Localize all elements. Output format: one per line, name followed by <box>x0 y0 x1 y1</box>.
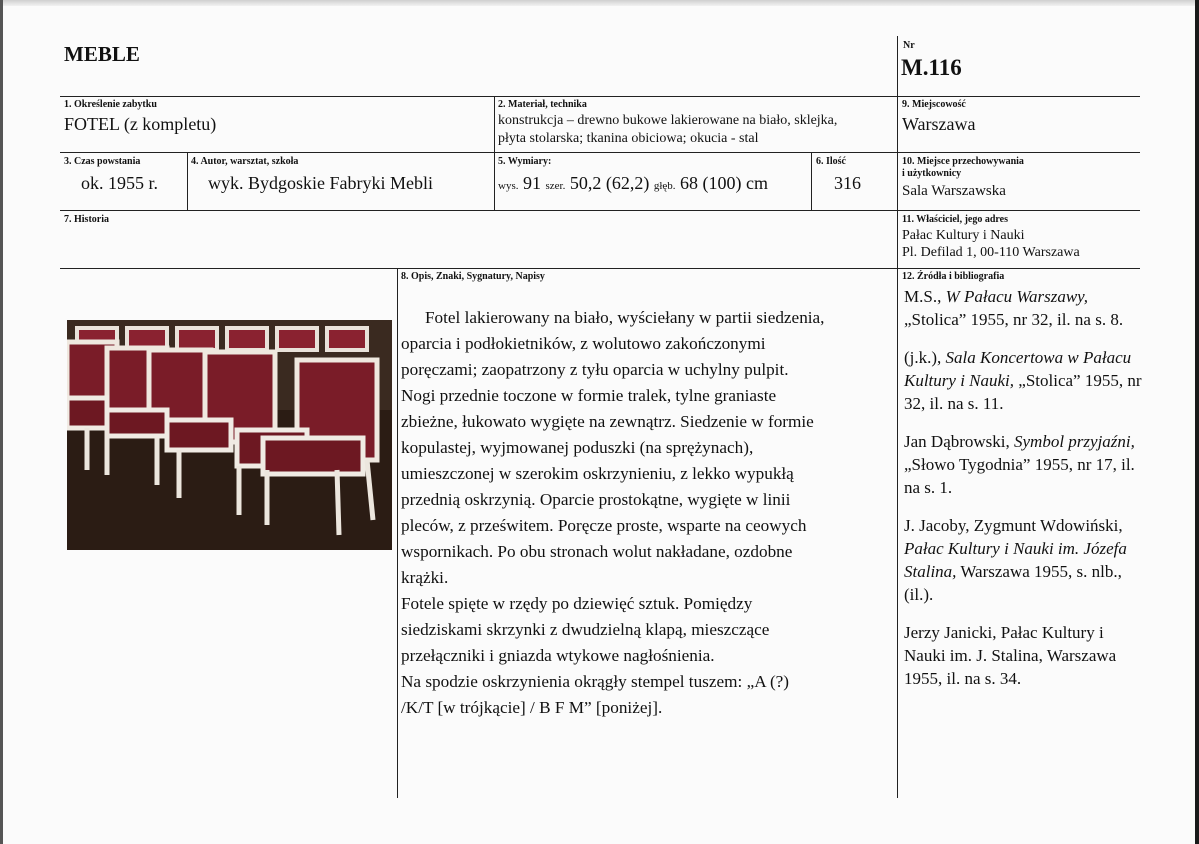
bib-publication: „Słowo Tygodnia” 1955, nr 17, il. na s. 1. <box>904 455 1135 497</box>
field-1-label: 1. Określenie zabytku <box>64 99 157 110</box>
field-7-label: 7. Historia <box>64 214 109 225</box>
description-line: Na spodzie oskrzynienia okrągły stempel tuszem: „A (?) <box>401 672 790 691</box>
field-3-value: ok. 1955 r. <box>81 173 159 193</box>
bibliography <box>904 285 1144 705</box>
bib-publication: Warszawa 1955, il. na s. 34. <box>904 646 1117 688</box>
dim-depth-label: głęb. <box>653 180 676 192</box>
field-2-value-line1: konstrukcja – drewno bukowe lakierowane na biało, sklejka, <box>498 113 838 128</box>
nr-label: Nr <box>903 40 915 51</box>
divider-v-f6 <box>811 152 812 210</box>
description-line: wspornikach. Po obu stronach wolut nakładane, ozdobne <box>401 542 793 561</box>
bib-author: (j.k.), <box>904 348 946 367</box>
bib-author: M.S., <box>904 287 946 306</box>
description-text <box>401 305 896 721</box>
divider-h4 <box>60 268 1140 269</box>
field-2-label: 2. Materiał, technika <box>498 99 587 110</box>
field-2-value-line2: płyta stolarska; tkanina obiciowa; okucia - stal <box>498 131 759 146</box>
description-line: pleców, z prześwitem. Poręcze proste, wsparte na ceowych <box>401 516 807 535</box>
field-9-label: 9. Miejscowość <box>902 99 966 110</box>
description-line: przełączniki i gniazda wtykowe nagłośnienia. <box>401 646 715 665</box>
dim-height-value: 91 <box>522 173 541 193</box>
bib-author: Jan Dąbrowski, <box>904 432 1015 451</box>
field-11-line1: Pałac Kultury i Nauki <box>902 228 1025 243</box>
field-6-label: 6. Ilość <box>816 156 846 167</box>
description-line: kopulastej, wyjmowanej poduszki (na sprężynach), <box>401 438 754 457</box>
field-12-label: 12. Źródła i bibliografia <box>902 271 1005 282</box>
field-6-value: 316 <box>834 173 861 193</box>
divider-v-f2 <box>494 96 495 210</box>
bib-publication: „Stolica” 1955, nr 32, il. na s. 8. <box>904 310 1124 329</box>
inventory-number: M.116 <box>901 55 962 80</box>
bibliography-entry <box>904 514 1144 606</box>
dim-depth-value: 68 (100) cm <box>680 173 769 193</box>
field-10-label-line2: i użytkownicy <box>902 168 962 179</box>
divider-h2 <box>60 152 1140 153</box>
scan-left-edge <box>0 0 3 844</box>
field-9-value: Warszawa <box>902 114 976 134</box>
divider-v-f8 <box>397 268 398 798</box>
bib-author: J. Jacoby, Zygmunt Wdowiński, <box>904 516 1123 535</box>
description-line: Fotele spięte w rzędy po dziewięć sztuk. Pomiędzy <box>401 594 753 613</box>
scan-top-edge <box>0 0 1199 6</box>
divider-h1 <box>60 96 1140 97</box>
bib-publication: Warszawa 1955, s. nlb., (il.). <box>904 562 1122 604</box>
divider-h3 <box>60 210 1140 211</box>
field-10-value: Sala Warszawska <box>902 183 1006 199</box>
description-line: przednią oskrzynią. Oparcie prostokątne, wygięte w linii <box>401 490 791 509</box>
bib-author: Jerzy Janicki, Pałac Kultury i Nauki im. J. Stalina, <box>904 623 1104 665</box>
bib-publication: „Stolica” 1955, nr 32, il. na s. 11. <box>904 371 1142 413</box>
bibliography-entry <box>904 430 1144 499</box>
description-line: oparcia i podłokietników, z wolutowo zakończonymi <box>401 334 766 353</box>
description-line: Fotel lakierowany na biało, wyściełany w partii siedzenia, <box>425 308 825 327</box>
description-line: siedziskami skrzynki z dwudzielną klapą, mieszczące <box>401 620 770 639</box>
field-11-label: 11. Właściciel, jego adres <box>902 214 1009 225</box>
bibliography-entry <box>904 346 1144 415</box>
dim-height-label: wys. <box>498 180 519 192</box>
furniture-photo <box>67 320 392 550</box>
description-line: poręczami; zaopatrzony z tyłu oparcia w uchylny pulpit. <box>401 360 789 379</box>
bib-title: Pałac Kultury i Nauki im. Józefa Stalina, <box>904 539 1127 581</box>
bibliography-entry <box>904 285 1144 331</box>
field-8-label: 8. Opis, Znaki, Sygnatury, Napisy <box>401 271 545 282</box>
description-line: /K/T [w trójkącie] / B F M” [poniżej]. <box>401 698 663 717</box>
description-line: zbieżne, łukowato wygięte na zewnątrz. Siedzenie w formie <box>401 412 814 431</box>
field-3-label: 3. Czas powstania <box>64 156 141 167</box>
description-line: krążki. <box>401 568 449 587</box>
description-line: umieszczonej w szerokim oskrzynieniu, z lekko wypukłą <box>401 464 794 483</box>
field-4-value: wyk. Bydgoskie Fabryki Mebli <box>208 173 433 193</box>
field-5-dimensions <box>498 172 768 197</box>
field-5-label: 5. Wymiary: <box>498 156 552 167</box>
dim-width-label: szer. <box>545 180 566 192</box>
bib-title: Sala Koncertowa w Pałacu Kultury i Nauki, <box>904 348 1132 390</box>
scan-right-edge <box>1195 0 1199 844</box>
bibliography-entry <box>904 621 1144 690</box>
divider-v-f3 <box>187 152 188 210</box>
field-11-line2: Pl. Defilad 1, 00-110 Warszawa <box>902 245 1080 260</box>
bib-title: W Pałacu Warszawy, <box>945 287 1089 306</box>
field-1-value: FOTEL (z kompletu) <box>64 114 217 134</box>
dim-width-value: 50,2 (62,2) <box>569 173 650 193</box>
field-4-label: 4. Autor, warsztat, szkoła <box>191 156 299 167</box>
bib-title: Symbol przyjaźni, <box>1014 432 1135 451</box>
field-10-label-line1: 10. Miejsce przechowywania <box>902 156 1024 167</box>
category-title: MEBLE <box>64 42 140 66</box>
description-line: Nogi przednie toczone w formie tralek, tylne graniaste <box>401 386 777 405</box>
divider-v-main <box>897 36 898 798</box>
